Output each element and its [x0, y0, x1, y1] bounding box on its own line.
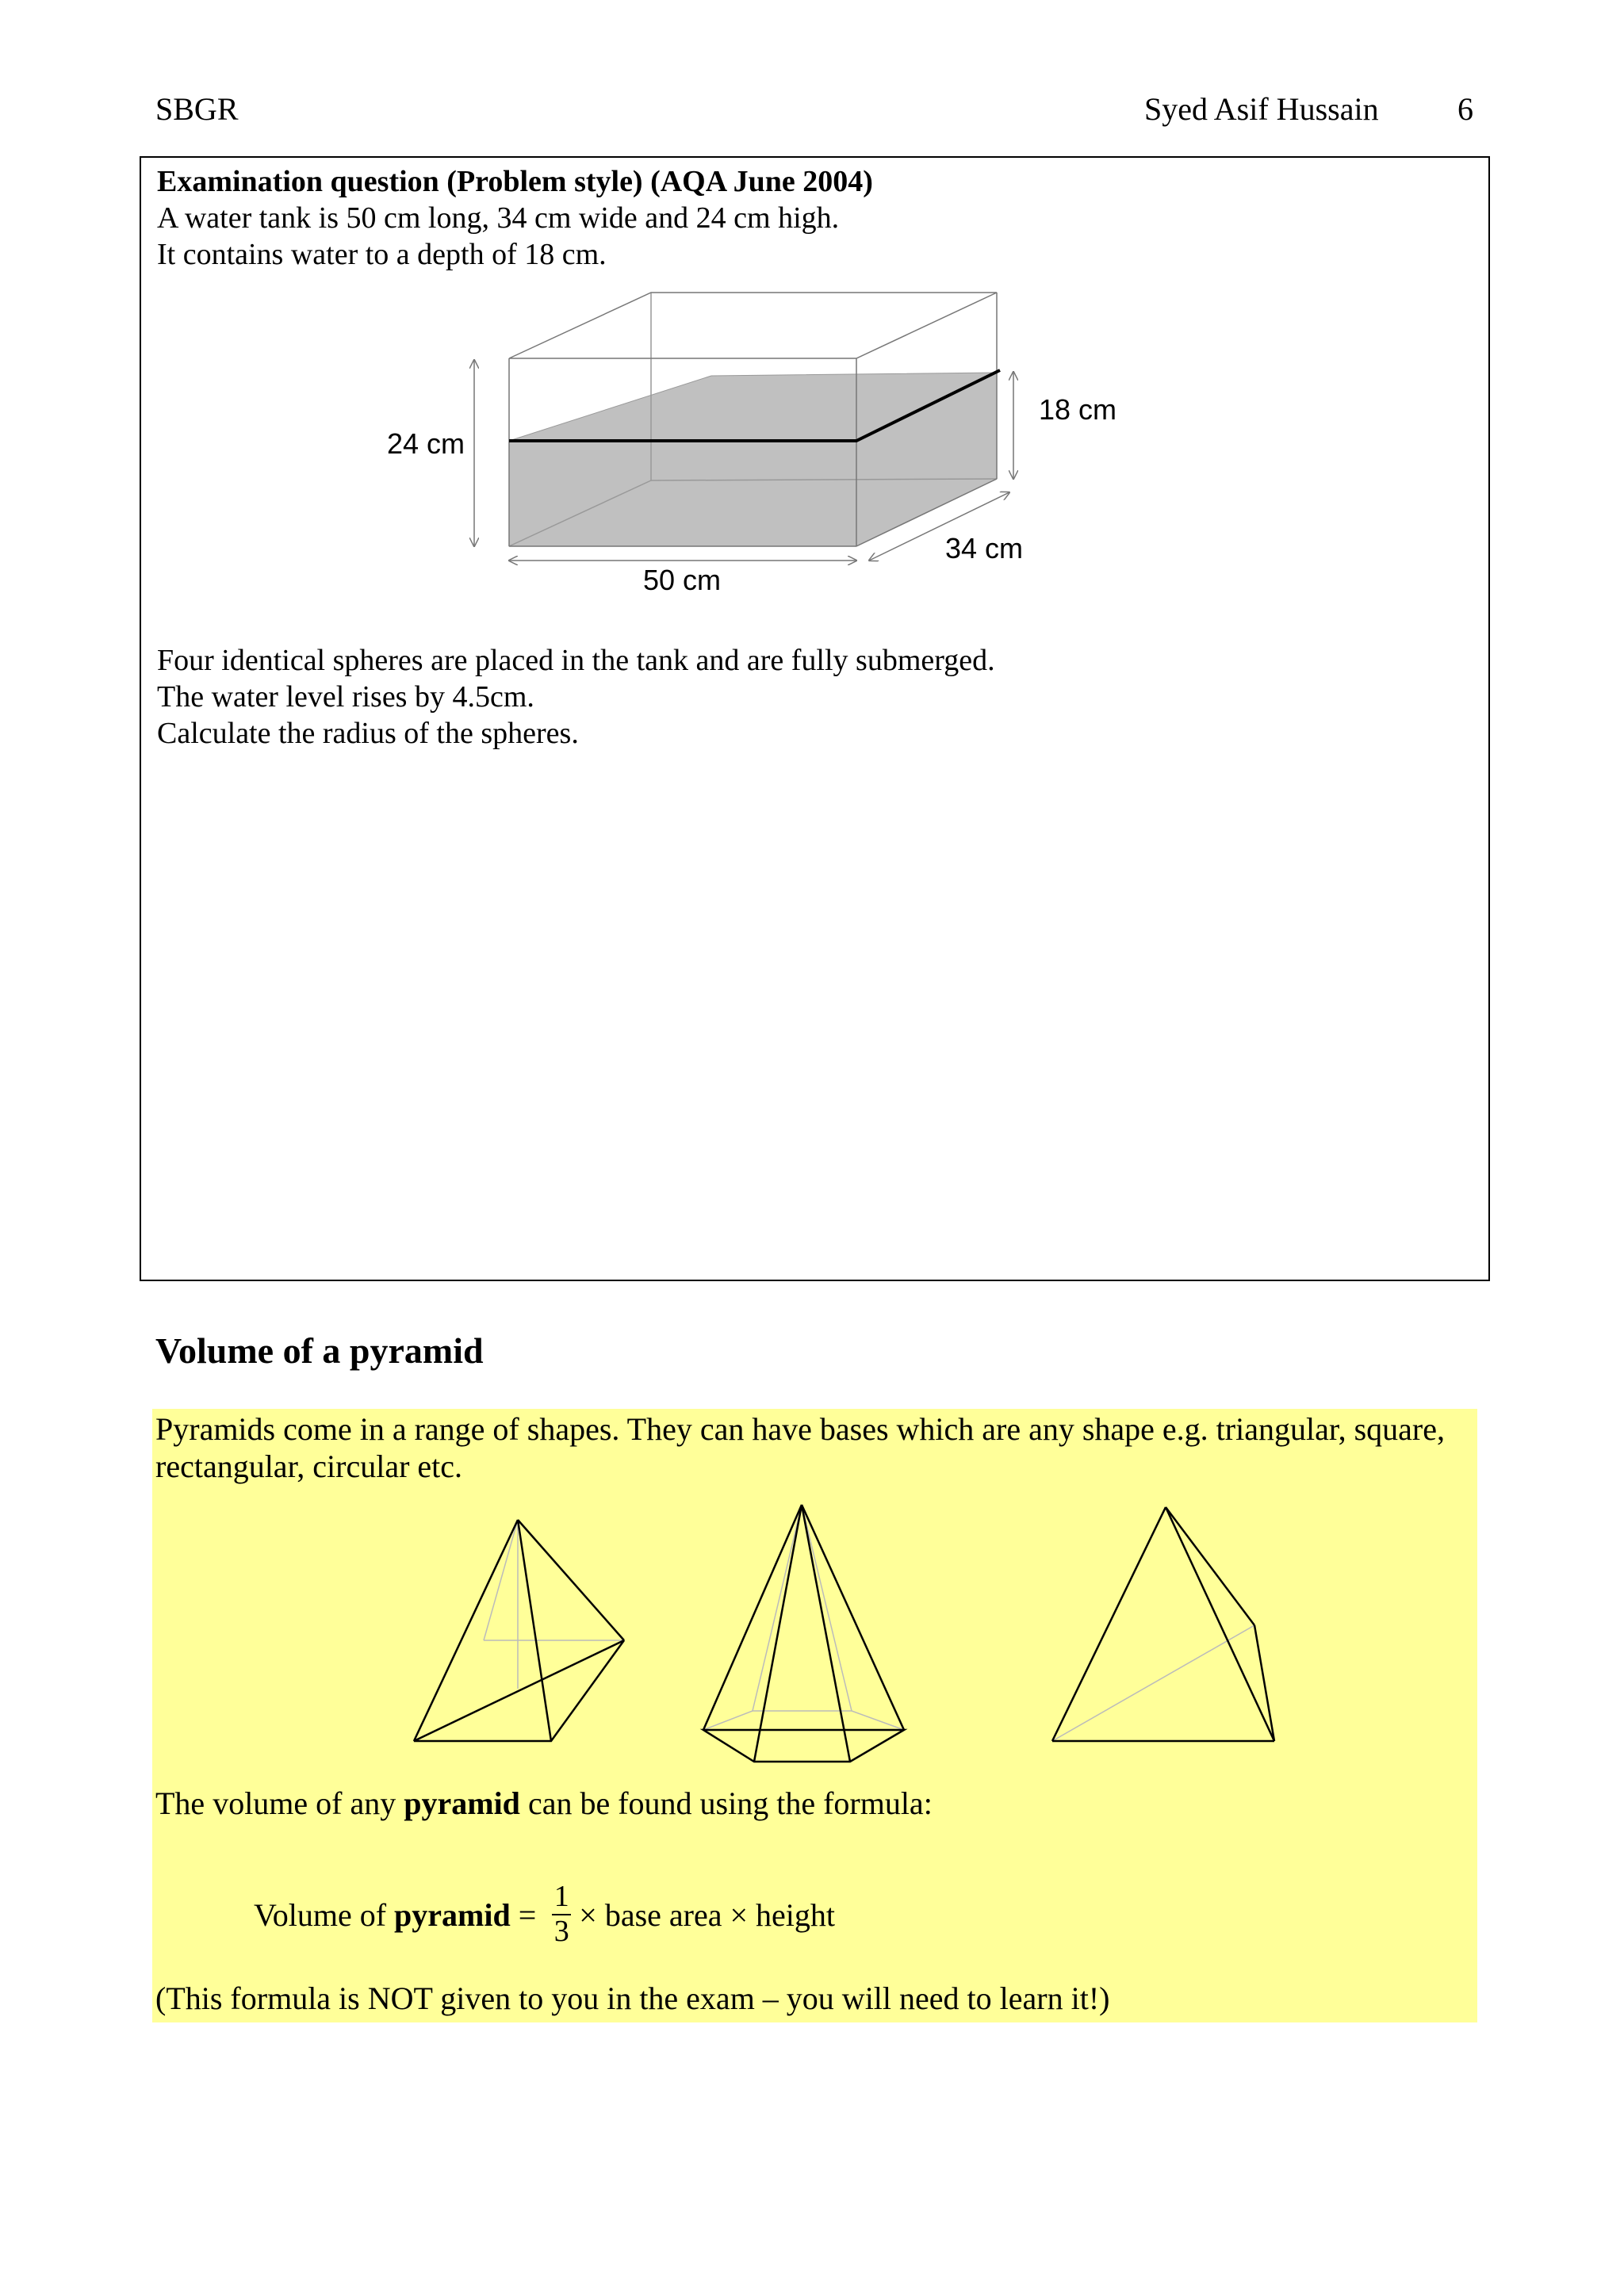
square-pyramid-diagram — [414, 1520, 624, 1741]
volume-formula — [254, 1867, 835, 1962]
question-line-1: A water tank is 50 cm long, 34 cm wide and 24 cm high. — [157, 201, 840, 235]
height-label: 24 cm — [387, 427, 465, 460]
question-line-2: It contains water to a depth of 18 cm. — [157, 238, 607, 271]
header-author: Syed Asif Hussain — [1144, 91, 1379, 127]
exam-question-box — [140, 156, 1490, 1281]
formula-intro-text — [155, 1785, 933, 1823]
formula-intro-suffix: can be found using the formula: — [519, 1785, 933, 1821]
formula-equals: = — [510, 1896, 545, 1933]
question-line-4: The water level rises by 4.5cm. — [157, 680, 534, 714]
question-line-3: Four identical spheres are placed in the tank and are fully submerged. — [157, 644, 995, 677]
length-label: 50 cm — [643, 564, 722, 596]
formula-intro-prefix: The volume of any — [155, 1785, 404, 1821]
hexagonal-pyramid-diagram — [703, 1505, 904, 1762]
section-title: Volume of a pyramid — [155, 1330, 484, 1371]
triangular-pyramid-diagram — [1052, 1507, 1274, 1741]
pyramid-intro-text: Pyramids come in a range of shapes. They can have bases which are any shape e.g. triangular, square, rectangular, circular etc. — [155, 1411, 1445, 1484]
formula-pyramid-word: pyramid — [394, 1896, 511, 1933]
one-third-fraction — [552, 1881, 571, 1949]
depth-label: 18 cm — [1039, 393, 1117, 426]
formula-rest: × base area × height — [579, 1896, 836, 1933]
formula-prefix: Volume of — [254, 1896, 395, 1933]
header-page-number: 6 — [1457, 91, 1473, 127]
water-front-face — [509, 441, 856, 546]
question-line-5: Calculate the radius of the spheres. — [157, 717, 579, 750]
formula-intro-bold: pyramid — [404, 1785, 520, 1821]
pyramid-diagrams — [152, 1409, 1477, 1774]
header-school-code: SBGR — [155, 91, 239, 127]
fraction-numerator: 1 — [553, 1880, 569, 1914]
fraction-denominator: 3 — [553, 1915, 569, 1948]
question-title: Examination question (Problem style) (AQA June 2004) — [157, 165, 873, 198]
tank-top-outline — [509, 293, 997, 358]
formula-note: (This formula is NOT given to you in the exam – you will need to learn it!) — [155, 1980, 1110, 2016]
water-tank-diagram — [141, 158, 1492, 618]
pyramid-info-box — [152, 1409, 1477, 2022]
width-label: 34 cm — [945, 532, 1024, 564]
